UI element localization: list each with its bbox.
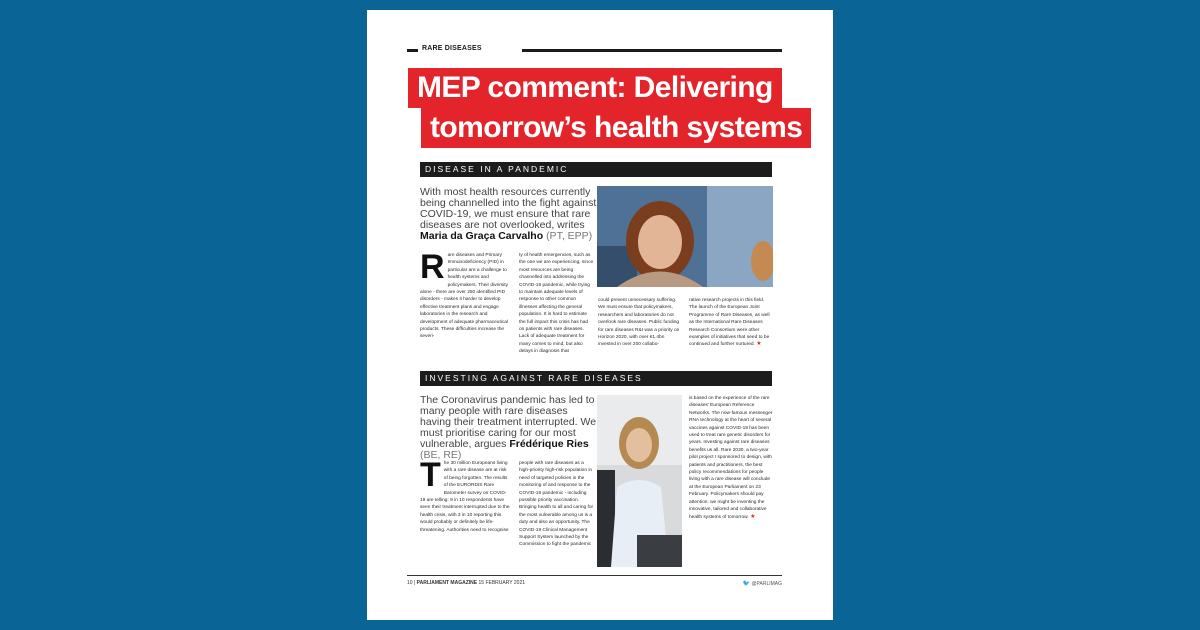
article2-col3-text: is based on the experience of the rare diseases’ European Reference Networks. The now-famous messenger RNA technology at the heart of several vaccines against COVID-19 has been used to treat rare genetic disorders for years. Investing against rare diseases benefits us all. Rare 2030, a two-year pilot project I sponsored to design, with patients and practitioners, the best policy recommendations for people living with a rare disease will conclude at the European Parliament on 23 February. Policymakers should pay attention: we might be inventing the innovative, tailored and collaborative health systems of tomorrow. (689, 396, 773, 520)
article2-author-photo (597, 395, 682, 567)
star-icon: ★ (750, 513, 756, 520)
article2-affiliation: (BE, RE) (420, 449, 462, 461)
headline-line-2: tomorrow’s health systems (421, 108, 811, 148)
article2-column-3 (689, 395, 773, 572)
article1-column-4 (689, 297, 773, 365)
article2-section-bar: INVESTING AGAINST RARE DISEASES (420, 371, 772, 386)
article2-author: Frédérique Ries (509, 438, 589, 450)
article2-column-1 (420, 460, 510, 572)
article2-col1-text: he 30 million Europeans living with a rare disease are at risk of being forgotten. The results of the EURORDIS Rare Barometer survey on COVID-19 are telling: 9 in 10 respondents have seen their treatment interrupted due to the health crisis, with 3 in 10 reporting this would probably or definitely be life-threatening. Authorities need to recognise (420, 461, 510, 533)
article1-dropcap: R (420, 252, 445, 286)
article2-column-2 (519, 460, 594, 572)
page-footer (407, 575, 782, 589)
section-rule (522, 49, 782, 52)
headline-line-1: MEP comment: Delivering (408, 68, 782, 108)
magazine-name: PARLIAMENT MAGAZINE (416, 580, 478, 586)
article2-col2-text: people with rare diseases as a high-priority high-risk population in need of targeted policies in the monitoring of and response to the COVID-19 pandemic - including possible priority vaccination. Bringing health to all and caring for the most vulnerable among us is a duty and also an opportunity. The COVID-19 Clinical Management Support System launched by the Commission to fight the pandemic (519, 461, 594, 548)
section-tag-row (407, 45, 782, 55)
section-dash (407, 49, 418, 52)
article1-column-1 (420, 252, 510, 364)
footer-right (743, 580, 782, 587)
article1-col4-text: rative research projects in this field. The launch of the European Joint Programme of Rare Diseases, as well as the International Rare Diseases Research Consortium were other examples of initiatives that need to be continued and further nurtured. (689, 298, 770, 348)
article1-standfirst (420, 187, 598, 242)
page-number: 10 (407, 580, 413, 586)
article1-col1-text: are diseases and Primary Immunodeficiency (PID) in particular are a challenge to health systems and policymakers. Their diversity alone - there are over 250 identified PID disorders - makes it harder to develop effective treatment plans and engage laboratories in the research and development of adequate pharmaceutical products. These difficulties increase the severi- (420, 253, 509, 340)
article2-dropcap: T (420, 460, 441, 494)
footer-left: 10 | PARLIAMENT MAGAZINE 15 FEBRUARY 2021 (407, 580, 526, 586)
article1-column-2 (519, 252, 594, 364)
article1-column-3 (598, 297, 682, 365)
article1-author-photo (597, 186, 773, 287)
article1-author: Maria da Graça Carvalho (420, 230, 544, 242)
magazine-page (367, 10, 833, 620)
twitter-bird-icon: 🐦 (742, 581, 751, 587)
twitter-handle[interactable]: @PARLIMAG (751, 581, 782, 587)
article1-col2-text: ty of health emergencies, such as the one we are experiencing, since most resources are being channelled into addressing the COVID-19 pandemic, while trying to maintain adequate levels of response to other common illnesses affecting the general population. It is hard to estimate the full impact this crisis has had on patients with rare diseases. Lack of adequate treatment for many comes to mind, but also delays in diagnosis that (519, 253, 594, 355)
article2-standfirst-text: The Coronavirus pandemic has led to many people with rare diseases having their treatment interrupted. We must prioritise caring for our most vulnerable, argues (420, 394, 597, 450)
section-tag: RARE DISEASES (422, 45, 482, 52)
article2-standfirst (420, 395, 598, 461)
article1-col3-text: could prevent unnecessary suffering. We must ensure that policymakers, researchers and laboratories do not overlook rare diseases. Public funding for rare diseases R&I was a priority on Horizon 2020, with over €1.4bn invested in over 200 collabo- (598, 298, 680, 348)
footer-rule (407, 575, 782, 576)
article1-standfirst-text: With most health resources currently being channelled into the fight against COVID-19, we must ensure that rare diseases are not overlooked, writes (420, 186, 597, 231)
article1-affiliation: (PT, EPP) (546, 230, 593, 242)
article1-section-bar: DISEASE IN A PANDEMIC (420, 162, 772, 177)
issue-date: 15 FEBRUARY 2021 (478, 580, 526, 586)
star-icon: ★ (756, 341, 762, 348)
